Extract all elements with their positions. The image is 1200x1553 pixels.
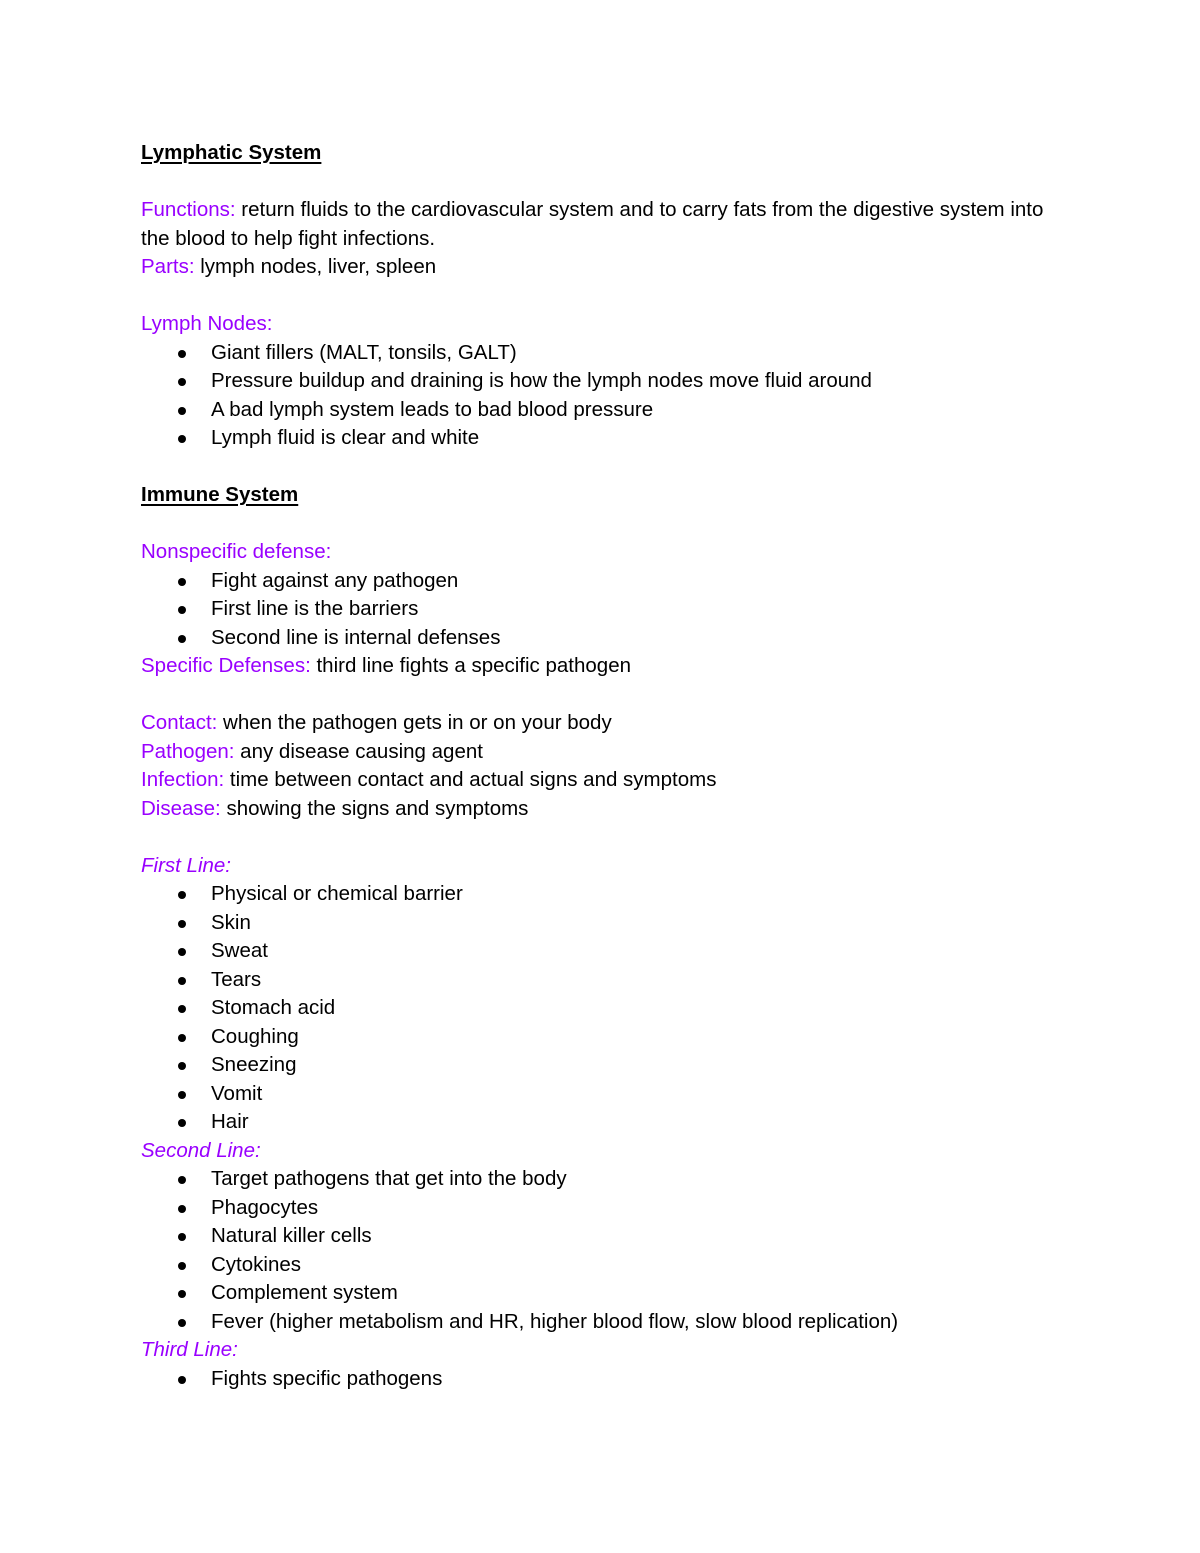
list-item [141, 1023, 1061, 1052]
bullet-icon [178, 435, 186, 443]
nonspecific-defense-term: Nonspecific defense: [141, 540, 332, 563]
disease-paragraph [141, 795, 1061, 824]
bullet-icon [178, 1176, 186, 1184]
spacer [141, 168, 1061, 197]
bullet-icon [178, 977, 186, 985]
bullet-icon [178, 1119, 186, 1127]
lymphatic-system-heading: Lymphatic System [141, 141, 322, 164]
bullet-icon [178, 1205, 186, 1213]
list-item [141, 624, 1061, 653]
contact-text: when the pathogen gets in or on your body [217, 711, 612, 734]
list-item [141, 595, 1061, 624]
specific-defenses-paragraph [141, 652, 1061, 681]
spacer [141, 453, 1061, 482]
third-line-label [141, 1336, 1061, 1365]
disease-term: Disease: [141, 796, 221, 820]
bullet-icon [178, 1233, 186, 1241]
list-item-text: Giant fillers (MALT, tonsils, GALT) [211, 340, 517, 364]
bullet-icon [178, 350, 186, 358]
list-item [141, 1365, 1061, 1394]
pathogen-text: any disease causing agent [234, 739, 483, 763]
parts-text: lymph nodes, liver, spleen [194, 255, 437, 278]
bullet-icon [178, 920, 186, 928]
third-line-term: Third Line: [141, 1338, 238, 1361]
list-item-text: Coughing [211, 1024, 299, 1048]
first-line-term: First Line: [141, 853, 231, 877]
list-item [141, 1080, 1061, 1109]
list-item-text: Vomit [211, 1081, 263, 1105]
lymph-nodes-list [141, 339, 1061, 453]
pathogen-term: Pathogen: [141, 739, 235, 763]
bullet-icon [178, 1091, 186, 1099]
infection-term: Infection: [141, 768, 225, 791]
spacer [141, 282, 1061, 311]
list-item-text: Fever (higher metabolism and HR, higher blood flow, slow blood replication) [211, 1309, 899, 1333]
second-line-term: Second Line: [141, 1138, 261, 1162]
list-item [141, 339, 1061, 368]
second-line-list [141, 1165, 1061, 1336]
list-item-text: Stomach acid [211, 996, 336, 1019]
first-line-label [141, 852, 1061, 881]
list-item [141, 1308, 1061, 1337]
list-item-text: Second line is internal defenses [211, 625, 501, 649]
spacer [141, 823, 1061, 852]
list-item [141, 567, 1061, 596]
bullet-icon [178, 407, 186, 415]
immune-system-heading: Immune System [141, 483, 299, 506]
list-item-text: Sneezing [211, 1053, 297, 1076]
spacer [141, 510, 1061, 539]
list-item [141, 396, 1061, 425]
list-item-text: Fight against any pathogen [211, 568, 459, 592]
functions-paragraph [141, 196, 1061, 253]
list-item [141, 1051, 1061, 1080]
bullet-icon [178, 635, 186, 643]
specific-defenses-text: third line fights a specific pathogen [310, 654, 632, 677]
bullet-icon [178, 578, 186, 586]
list-item-text: Sweat [211, 939, 268, 962]
bullet-icon [178, 606, 186, 614]
bullet-icon [178, 1376, 186, 1384]
list-item [141, 1279, 1061, 1308]
disease-text: showing the signs and symptoms [220, 796, 529, 820]
list-item [141, 880, 1061, 909]
list-item [141, 1251, 1061, 1280]
list-item-text: Phagocytes [211, 1195, 319, 1219]
list-item-text: Natural killer cells [211, 1224, 372, 1247]
list-item [141, 1222, 1061, 1251]
third-line-list [141, 1365, 1061, 1394]
list-item-text: Skin [211, 910, 251, 934]
list-item-text: Fights specific pathogens [211, 1366, 443, 1390]
list-item [141, 937, 1061, 966]
list-item [141, 966, 1061, 995]
pathogen-paragraph [141, 738, 1061, 767]
list-item-text: Target pathogens that get into the body [211, 1167, 567, 1190]
list-item [141, 1108, 1061, 1137]
list-item [141, 1165, 1061, 1194]
first-line-list [141, 880, 1061, 1137]
bullet-icon [178, 1034, 186, 1042]
contact-paragraph [141, 709, 1061, 738]
list-item [141, 424, 1061, 453]
list-item [141, 909, 1061, 938]
bullet-icon [178, 1319, 186, 1327]
list-item-text: A bad lymph system leads to bad blood pressure [211, 397, 654, 421]
lymph-nodes-label [141, 310, 1061, 339]
bullet-icon [178, 378, 186, 386]
bullet-icon [178, 1290, 186, 1298]
list-item-text: Lymph fluid is clear and white [211, 426, 480, 449]
second-line-label [141, 1137, 1061, 1166]
bullet-icon [178, 1262, 186, 1270]
lymph-nodes-term: Lymph Nodes: [141, 312, 273, 335]
list-item-text: Physical or chemical barrier [211, 882, 463, 905]
functions-term: Functions: [141, 198, 236, 221]
list-item-text: Pressure buildup and draining is how the lymph nodes move fluid around [211, 369, 872, 392]
list-item-text: Tears [211, 967, 262, 991]
nonspecific-defense-label [141, 538, 1061, 567]
parts-term: Parts: [141, 255, 195, 278]
bullet-icon [178, 1005, 186, 1013]
bullet-icon [178, 891, 186, 899]
list-item [141, 994, 1061, 1023]
list-item-text: Hair [211, 1110, 249, 1133]
parts-paragraph [141, 253, 1061, 282]
specific-defenses-term: Specific Defenses: [141, 654, 311, 677]
bullet-icon [178, 948, 186, 956]
list-item-text: Complement system [211, 1281, 398, 1304]
list-item [141, 367, 1061, 396]
infection-paragraph [141, 766, 1061, 795]
contact-term: Contact: [141, 711, 218, 734]
infection-text: time between contact and actual signs and symptoms [224, 768, 717, 791]
list-item-text: First line is the barriers [211, 597, 419, 620]
list-item [141, 1194, 1061, 1223]
bullet-icon [178, 1062, 186, 1070]
nonspecific-defense-list [141, 567, 1061, 653]
functions-text: return fluids to the cardiovascular system and to carry fats from the digestive system into the blood to help fight infections. [141, 198, 1044, 250]
list-item-text: Cytokines [211, 1252, 302, 1276]
spacer [141, 681, 1061, 710]
document-page [141, 139, 1061, 1393]
